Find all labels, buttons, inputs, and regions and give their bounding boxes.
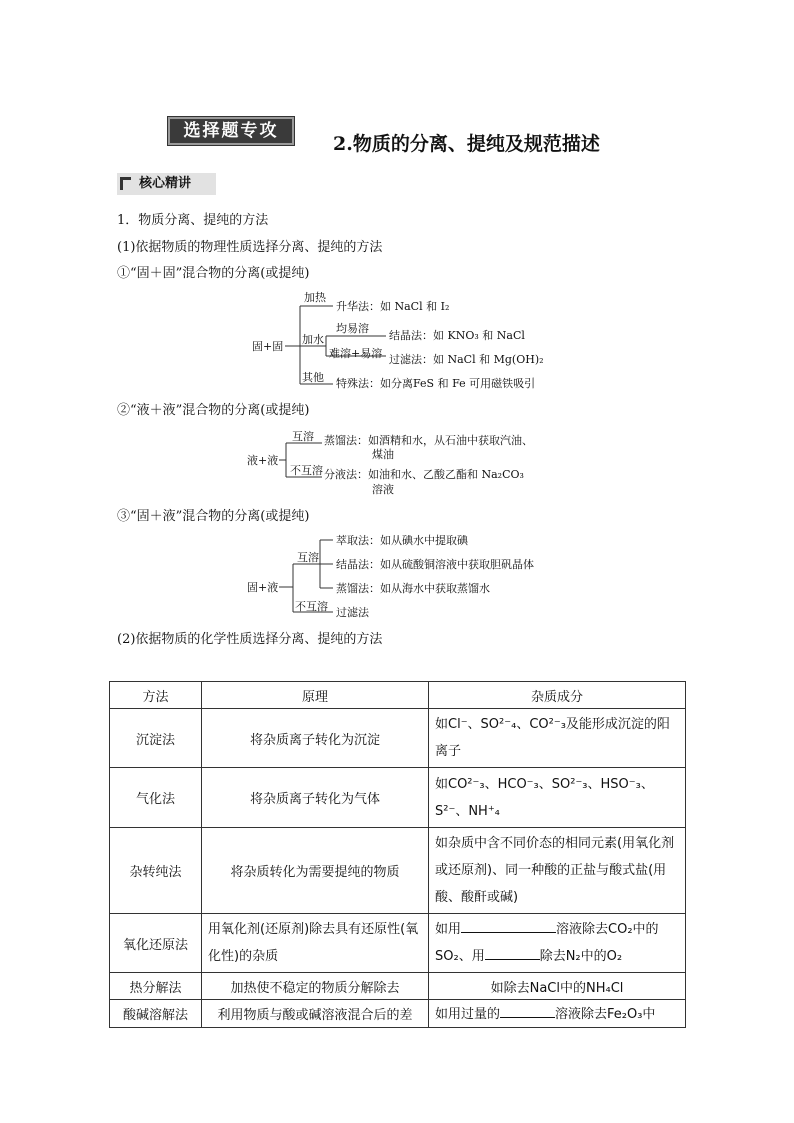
tree2-separate-line2: 溶液: [372, 483, 394, 496]
tree2-distill-line2: 煤油: [372, 448, 394, 461]
cell-method: 气化法: [110, 768, 202, 828]
cell-principle: 利用物质与酸或碱溶液混合后的差: [202, 1000, 429, 1028]
tree1-sublimation: 升华法：如 NaCl 和 I₂: [336, 300, 450, 313]
tree3-crystal: 结晶法：如从硫酸铜溶液中获取胆矾晶体: [336, 558, 534, 571]
tree3-filter: 过滤法: [336, 606, 369, 619]
tree2-miscible: 互溶: [292, 430, 314, 443]
tree1-branch-heat: 加热: [304, 291, 326, 304]
tree1-special: 特殊法：如分离FeS 和 Fe 可用磁铁吸引: [336, 377, 536, 390]
table-row: [110, 828, 686, 914]
impurity-text: 如用过量的: [435, 1006, 501, 1022]
impurity-text: 溶液除去Fe₂O₃中: [555, 1006, 656, 1022]
tree2-immiscible: 不互溶: [290, 464, 323, 477]
tree3-extract: 萃取法：如从碘水中提取碘: [336, 534, 468, 547]
tree2-separate-line1: 分液法：如油和水、乙酸乙酯和 Na₂CO₃: [324, 468, 524, 481]
heading-1: 1．物质分离、提纯的方法: [117, 213, 269, 228]
header-impurity: 杂质成分: [429, 682, 686, 709]
impurity-text: 除去N₂中的O₂: [539, 949, 623, 964]
cell-impurity: [429, 914, 686, 973]
cell-method: 热分解法: [110, 973, 202, 1000]
heading-1-1: (1)依据物质的物理性质选择分离、提纯的方法: [117, 240, 383, 255]
table-header-row: [110, 682, 686, 709]
table-row: [110, 914, 686, 973]
cell-impurity: 如CO²⁻₃、HCO⁻₃、SO²⁻₃、HSO⁻₃、S²⁻、NH⁺₄: [429, 768, 686, 828]
impurity-text: 如用: [435, 922, 462, 937]
tree1-crystallize: 结晶法：如 KNO₃ 和 NaCl: [389, 329, 525, 342]
cell-impurity: [429, 1000, 686, 1028]
table-row: [110, 973, 686, 1000]
cell-impurity: 如Cl⁻、SO²⁻₄、CO²⁻₃及能形成沉淀的阳离子: [429, 709, 686, 768]
tree1-root: 固+固: [252, 340, 284, 353]
cell-principle: 加热使不稳定的物质分解除去: [202, 973, 429, 1000]
cell-impurity: 如杂质中含不同价态的相同元素(用氧化剂或还原剂)、同一种酸的正盐与酸式盐(用酸、酸酐或碱): [429, 828, 686, 914]
header-method: 方法: [110, 682, 202, 709]
tree1-filtration: 过滤法：如 NaCl 和 Mg(OH)₂: [389, 353, 544, 366]
tree3-root: 固+液: [247, 581, 279, 594]
heading-solid-solid: ①“固＋固”混合物的分离(或提纯): [117, 266, 310, 281]
cell-method: 酸碱溶解法: [110, 1000, 202, 1028]
table-row: [110, 709, 686, 768]
tree3-undissolve: 不互溶: [295, 600, 328, 613]
cell-principle: 将杂质转化为需要提纯的物质: [202, 828, 429, 914]
impurity-text: 溶液除去CO₂中的SO₂、用: [435, 922, 659, 964]
cell-principle: 将杂质离子转化为沉淀: [202, 709, 429, 768]
separation-methods-table: [109, 681, 686, 1028]
fill-blank-2[interactable]: [485, 945, 540, 960]
tree2-distill-line1: 蒸馏法：如酒精和水，从石油中获取汽油、: [324, 434, 533, 447]
tree3-distill: 蒸馏法：如从海水中获取蒸馏水: [336, 582, 490, 595]
cell-impurity: 如除去NaCl中的NH₄Cl: [429, 973, 686, 1000]
tree1-insoluble-soluble: 难溶+易溶: [329, 347, 383, 360]
cell-principle: 用氧化剂(还原剂)除去具有还原性(氧化性)的杂质: [202, 914, 429, 973]
topic-tag: 选择题专攻: [168, 117, 294, 145]
tree1-branch-other: 其他: [302, 371, 324, 384]
tree3-dissolve: 互溶: [297, 551, 319, 564]
cell-principle: 将杂质离子转化为气体: [202, 768, 429, 828]
cell-method: 氧化还原法: [110, 914, 202, 973]
heading-solid-liquid: ③“固＋液”混合物的分离(或提纯): [117, 509, 310, 524]
header-principle: 原理: [202, 682, 429, 709]
tree1-branch-water: 加水: [302, 333, 324, 346]
section-badge-label: 核心精讲: [139, 176, 192, 191]
table-row: [110, 768, 686, 828]
fill-blank-1[interactable]: [461, 918, 556, 933]
heading-liquid-liquid: ②“液＋液”混合物的分离(或提纯): [117, 403, 310, 418]
fill-blank-3[interactable]: [500, 1003, 555, 1018]
cell-method: 杂转纯法: [110, 828, 202, 914]
page-title: 2.物质的分离、提纯及规范描述: [333, 133, 600, 155]
heading-1-2: (2)依据物质的化学性质选择分离、提纯的方法: [117, 632, 383, 647]
cell-method: 沉淀法: [110, 709, 202, 768]
tree2-root: 液+液: [247, 454, 279, 467]
table-row: [110, 1000, 686, 1028]
tree1-soluble: 均易溶: [336, 322, 369, 335]
